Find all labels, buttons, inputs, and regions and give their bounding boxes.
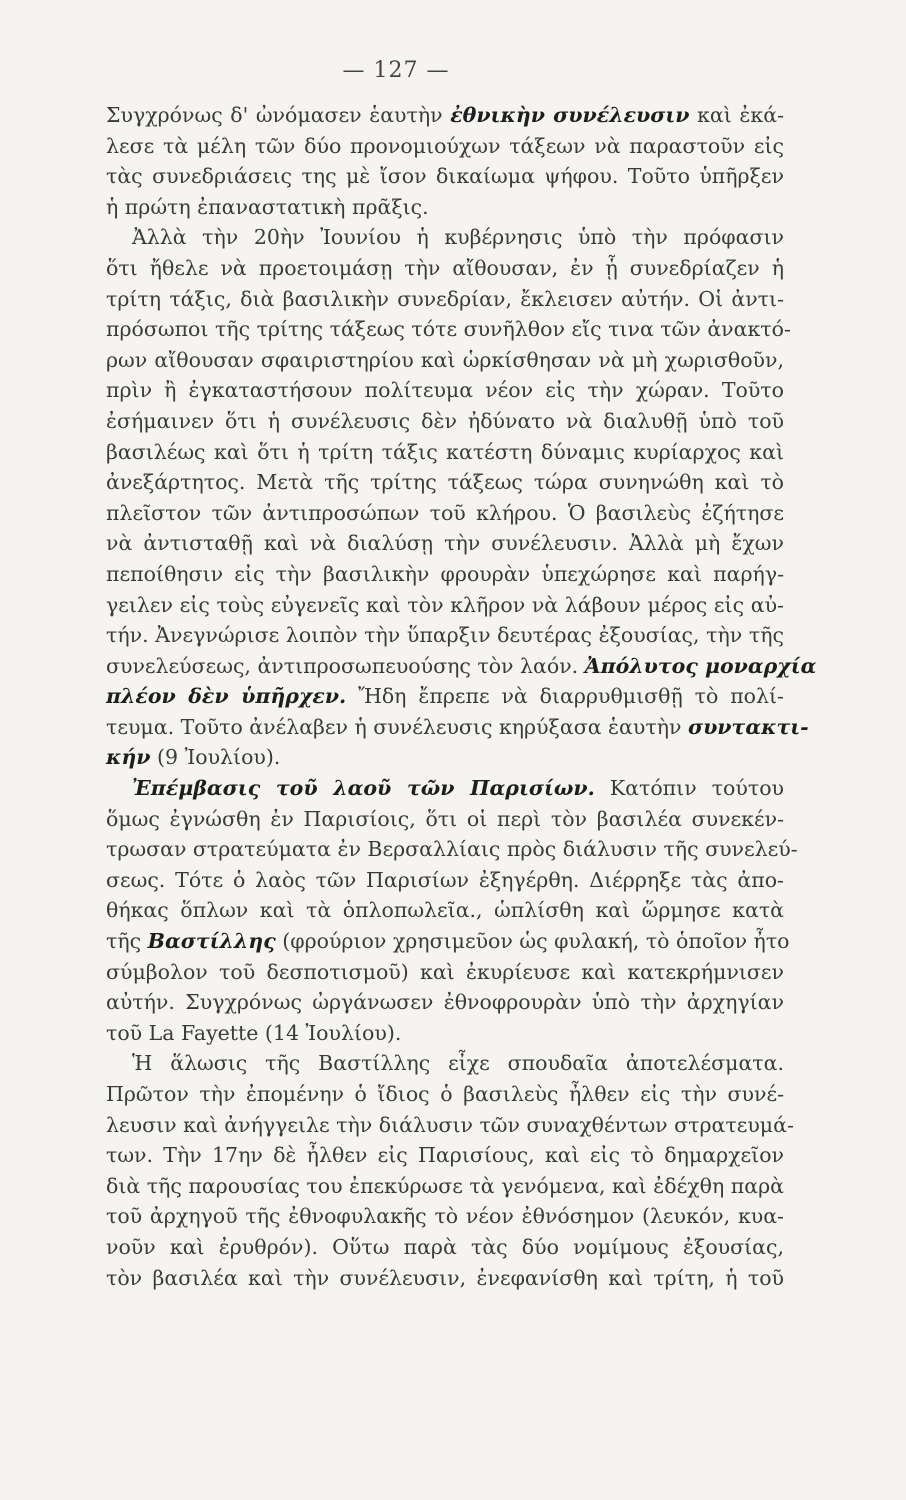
text-line [106, 1048, 784, 1079]
text-segment: γειλεν εἰς τοὺς εὐγενεῖς καὶ τὸν κλῆρον νὰ λάβουν μέρος εἰς αὐ- [106, 592, 784, 617]
text-line [106, 161, 784, 192]
text-line [106, 895, 784, 926]
text-segment: ὅτι ἤθελε νὰ προετοιμάσῃ τὴν αἴθουσαν, ἐν ᾗ συνεδρίαζεν ἡ [106, 255, 784, 280]
text-segment: καὶ ἐκά- [689, 103, 784, 127]
text-line [106, 253, 784, 284]
text-segment: σύμβολον τοῦ δεσποτισμοῦ) καὶ ἐκυρίευσε καὶ κατεκρήμνισεν [106, 959, 784, 984]
text-segment: διὰ τῆς παρουσίας του ἐπεκύρωσε τὰ γενόμενα, καὶ ἐδέχθη παρὰ [106, 1173, 784, 1198]
emphasis-text: συντακτι- [687, 714, 809, 739]
emphasis-text: κήν [106, 745, 151, 770]
text-segment: νοῦν καὶ ἐρυθρόν). Οὕτω παρὰ τὰς δύο νομίμους ἐξουσίας, [106, 1234, 784, 1259]
text-segment: τὰς συνεδριάσεις της μὲ ἴσον δικαίωμα ψήφου. Τοῦτο ὑπῆρξεν [106, 164, 784, 189]
text-line [106, 620, 784, 651]
text-line [106, 100, 784, 131]
text-line [106, 1110, 794, 1141]
text-segment: ρων αἴθουσαν σφαιριστηρίου καὶ ὡρκίσθησαν νὰ μὴ χωρισθοῦν, [106, 347, 784, 372]
text-segment: τρωσαν στρατεύματα ἐν Βερσαλλίαις πρὸς διάλυσιν τῆς συνελεύ- [106, 837, 798, 862]
emphasis-text: ἐθνικὴν συνέλευσιν [450, 103, 690, 127]
text-line [106, 651, 817, 682]
text-line [106, 1171, 784, 1202]
text-line [106, 987, 784, 1018]
text-line [106, 1018, 784, 1049]
text-segment: πρὶν ἢ ἐγκαταστήσουν πολίτευμα νέον εἰς τὴν χώραν. Τοῦτο [106, 378, 784, 403]
text-segment: τὸν βασιλέα καὶ τὴν συνέλευσιν, ἐνεφανίσθη καὶ τρίτη, ἡ τοῦ [106, 1265, 784, 1290]
text-segment: πεποίθησιν εἰς τὴν βασιλικὴν φρουρὰν ὑπεχώρησε καὶ παρήγ- [106, 561, 784, 586]
text-segment: Ἀλλὰ τὴν 20ὴν Ἰουνίου ἡ κυβέρνησις ὑπὸ τὴν πρόφασιν [132, 225, 784, 250]
text-segment: (9 Ἰουλίου). [150, 745, 281, 770]
text-segment: θήκας ὅπλων καὶ τὰ ὁπλοπωλεῖα., ὡπλίσθη καὶ ὥρμησε κατὰ [106, 898, 784, 923]
emphasis-text: Βαστίλλης [147, 929, 276, 954]
text-segment: τοῦ La Fayette (14 Ἰουλίου). [106, 1020, 402, 1045]
text-line [106, 498, 784, 529]
text-line [106, 1263, 784, 1294]
text-segment: σεως. Τότε ὁ λαὸς τῶν Παρισίων ἐξηγέρθη. Διέρρηξε τὰς ἀπο- [106, 867, 784, 892]
text-segment: ὅμως ἐγνώσθη ἐν Παρισίοις, ὅτι οἱ περὶ τὸν βασιλέα συνεκέν- [106, 806, 784, 831]
text-line [106, 681, 784, 712]
text-line [106, 1232, 784, 1263]
text-line [106, 131, 784, 162]
text-line [106, 467, 784, 498]
text-line [106, 314, 791, 345]
text-segment: αὐτήν. Συγχρόνως ὠργάνωσεν ἐθνοφρουρὰν ὑπὸ τὴν ἀρχηγίαν [106, 990, 784, 1015]
text-line [106, 1140, 784, 1171]
text-segment: πλεῖστον τῶν ἀντιπροσώπων τοῦ κλήρου. Ὁ βασιλεὺς ἐζήτησε [106, 500, 784, 525]
text-line [106, 834, 798, 865]
text-segment: ἡ πρώτη ἐπαναστατικὴ πρᾶξις. [106, 194, 429, 219]
text-line [106, 192, 784, 223]
text-line [106, 926, 790, 957]
text-line [106, 284, 784, 315]
page-number: — 127 — [342, 58, 450, 83]
emphasis-text: πλέον δὲν ὑπῆρχεν. [106, 684, 347, 709]
text-line [106, 804, 784, 835]
text-line [106, 712, 809, 743]
text-segment: Κατόπιν τούτου [594, 776, 784, 801]
text-line [106, 345, 784, 376]
text-segment: ἀνεξάρτητος. Μετὰ τῆς τρίτης τάξεως τώρα συνηνώθη καὶ τὸ [106, 470, 784, 495]
text-segment: λευσιν καὶ ἀνήγγειλε τὴν διάλυσιν τῶν συναχθέντων στρατευμά- [106, 1112, 794, 1137]
text-segment: τευμα. Τοῦτο ἀνέλαβεν ἡ συνέλευσις κηρύξασα ἑαυτὴν [106, 714, 688, 739]
emphasis-text: Ἀπόλυτος μοναρχία [584, 653, 817, 678]
text-line [106, 957, 784, 988]
text-line [106, 375, 784, 406]
text-segment: νὰ ἀντισταθῇ καὶ νὰ διαλύσῃ τὴν συνέλευσιν. Ἀλλὰ μὴ ἔχων [106, 531, 784, 556]
text-segment: Πρῶτον τὴν ἐπομένην ὁ ἴδιος ὁ βασιλεὺς ἦλθεν εἰς τὴν συνέ- [106, 1082, 784, 1106]
text-line [106, 222, 784, 253]
text-line [106, 865, 784, 896]
text-segment: Συγχρόνως δ' ὠνόμασεν ἑαυτὴν [106, 103, 451, 127]
text-segment: τήν. Ἀνεγνώρισε λοιπὸν τὴν ὕπαρξιν δευτέρας ἐξουσίας, τὴν τῆς [106, 623, 784, 648]
text-line [106, 437, 784, 468]
text-segment: τῆς [106, 929, 148, 954]
text-line [106, 406, 784, 437]
text-segment: (φρούριον χρησιμεῦον ὡς φυλακή, τὸ ὁποῖον ἦτο [275, 929, 790, 954]
emphasis-text: Ἐπέμβασις τοῦ λαοῦ τῶν Παρισίων. [132, 776, 595, 801]
text-line [106, 1201, 784, 1232]
text-segment: Ἤδη ἔπρεπε νὰ διαρρυθμισθῇ τὸ πολί- [346, 684, 784, 709]
text-segment: Ἡ ἅλωσις τῆς Βαστίλλης εἶχε σπουδαῖα ἀποτελέσματα. [132, 1051, 784, 1076]
text-segment: τρίτη τάξις, διὰ βασιλικὴν συνεδρίαν, ἔκλεισεν αὐτήν. Οἱ ἀντι- [106, 286, 784, 311]
text-line [106, 590, 784, 621]
text-segment: τοῦ ἀρχηγοῦ τῆς ἐθνοφυλακῆς τὸ νέον ἐθνόσημον (λευκόν, κυα- [106, 1204, 784, 1229]
body-text [106, 100, 817, 1293]
text-segment: των. Τὴν 17ην δὲ ἦλθεν εἰς Παρισίους, καὶ εἰς τὸ δημαρχεῖον [106, 1143, 784, 1168]
text-segment: βασιλέως καὶ ὅτι ἡ τρίτη τάξις κατέστη δύναμις κυρίαρχος καὶ [106, 439, 784, 464]
text-segment: ἐσήμαινεν ὅτι ἡ συνέλευσις δὲν ἠδύνατο νὰ διαλυθῇ ὑπὸ τοῦ [106, 408, 784, 433]
text-line [106, 773, 784, 804]
text-segment: λεσε τὰ μέλη τῶν δύο προνομιούχων τάξεων νὰ παραστοῦν εἰς [106, 133, 784, 158]
text-segment: πρόσωποι τῆς τρίτης τάξεως τότε συνῆλθον εἴς τινα τῶν ἀνακτό- [106, 317, 791, 342]
text-line [106, 742, 784, 773]
text-line [106, 528, 784, 559]
text-segment: συνελεύσεως, ἀντιπροσωπευούσης τὸν λαόν. [106, 653, 585, 678]
text-line [106, 559, 784, 590]
text-line [106, 1079, 784, 1110]
